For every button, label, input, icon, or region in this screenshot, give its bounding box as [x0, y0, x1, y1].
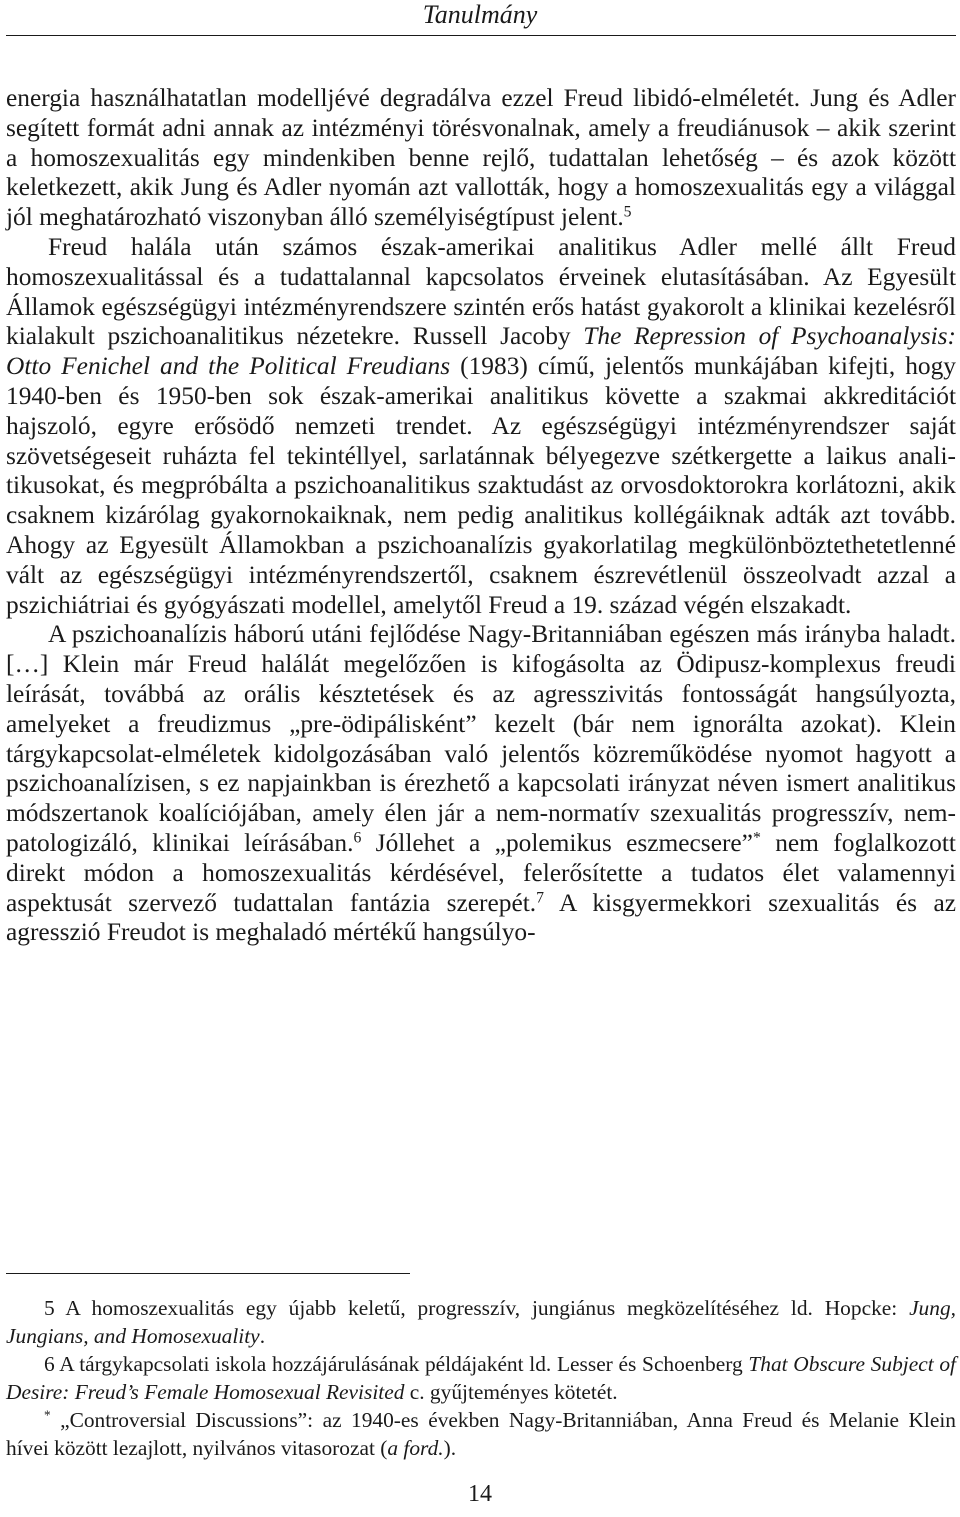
footnote-marker: 5	[44, 1296, 55, 1320]
footnote-text: „Controversial Discussions”: az 1940-es években Nagy-Britanniában, Anna Freud és Melanie Klein hívei között lezajlott, nyilvános vitasorozat (	[6, 1408, 956, 1460]
paragraph-text: (1983) című, jelentős munkájában kifejti, hogy 1940-ben és 1950-ben sok észak-amerikai analitikus követte a szakmai akkreditációt hajszoló, egyre erősödő nemzeti trendet. Az egészségügyi intézményrendszer saját szövetségeseit ruházta fel tekintéllyel, sarlatánnak bélyegezve szétkergette a laikus analitikusokat, és megpróbálta a pszichoanalitikus szaktudást az orvosdoktorokra korlátozni, akik csaknem kizárólag gyakornokaiknak, nem pedig analitikus kollégáiknak adták azt tovább. Ahogy az Egyesült Államokban a pszichoanalízis gyakorlatilag megkülönböztethetetlenné vált az egészségügyi intézményrendszertől, csaknem észrevétlenül összeolvadt azzal a pszichiátriai és gyógyászati modellel, amelytől Freud a 19. század végén elszakadt.	[6, 352, 956, 619]
paragraph-text: nem foglalkozott direkt módon a homoszexualitás kérdésével, felerősítette a tudatos élet valamennyi aspektusát szervező tudattalan fantázia szerepét.	[6, 828, 956, 917]
footnote-text: c. gyűjteményes kötetét.	[404, 1380, 618, 1404]
paragraph-text: A kisgyermekkori szexualitás és az agresszió Freudot is meghaladó mértékű hangsúlyo-	[6, 888, 956, 947]
footnotes	[6, 1294, 956, 1462]
paragraph-3	[6, 620, 956, 948]
footnote-ref-asterisk: *	[752, 829, 761, 847]
footnote-ref-6: 6	[353, 829, 362, 847]
book-title: The Repression of Psychoanalysis: Otto Fenichel and the Political Freudians	[6, 322, 956, 381]
article-body	[6, 84, 956, 948]
running-title: Tanulmány	[422, 0, 538, 29]
page-number: 14	[468, 1481, 492, 1507]
footnote-rule	[6, 1273, 410, 1274]
paragraph-text: Jóllehet a „polemikus eszmecsere”	[361, 828, 753, 857]
footnote-asterisk	[6, 1406, 956, 1462]
footnote-text: .	[259, 1324, 266, 1348]
footnote-italic: a ford.	[387, 1436, 444, 1460]
footnote-text: ).	[443, 1436, 457, 1460]
footnote-5	[6, 1294, 956, 1350]
paragraph-2	[6, 233, 956, 620]
footnote-italic: Jung, Jungians, and Homosexuality	[6, 1296, 956, 1348]
header-rule	[6, 35, 956, 36]
running-head	[0, 0, 960, 36]
paragraph-text: A pszichoanalízis háború utáni fejlődése Nagy-Britanniában egészen más irányba haladt. […] Klein már Freud halálát megelőzően is kifogásolta az Ödipusz-komplexus freudi leírását, továbbá az orális késztetések és az agresszivitás fontosságát hangsúlyozta, amelyeket a freudizmus „pre-ödipálisként” kezelt (bár nem ignorálta azokat). Klein tárgykapcsolat-elméletek kidolgozásában való jelentős közreműködése nyomot hagyott a pszichoanalízisen, s ez napjainkban is érezhető a kapcsolati irányzat néven ismert analitikus módszertanok koalíciójában, amely élen jár a nem-normatív szexualitás progresszív, nempatologizáló, klinikai leírásában.	[6, 620, 956, 857]
paragraph-text: Freud halála után számos észak-amerikai analitikus Adler mellé állt Freud homoszexualitással és a tudattalannal kapcsolatos érveinek elutasításában. Az Egyesült Államok egészségügyi intézményrendszere szintén erős hatást gyakorolt a klinikai kezelésről kialakult pszichoanalitikus nézetekre. Russell Jacoby	[6, 232, 956, 351]
footnote-text: A tárgykapcsolati iskola hozzájárulásának példájaként ld. Lesser és Schoenberg	[54, 1352, 749, 1376]
footnote-text: A homoszexualitás egy újabb keletű, progresszív, jungiánus megközelítéséhez ld. Hopcke:	[54, 1296, 910, 1320]
footnote-italic: That Obscure Subject of Desire: Freud’s Female Homosexual Revisited	[6, 1352, 956, 1404]
footnote-marker: *	[44, 1407, 51, 1423]
footnote-marker: 6	[44, 1352, 55, 1376]
footnote-ref-7: 7	[536, 888, 545, 906]
footnote-6	[6, 1350, 956, 1406]
paragraph-1	[6, 84, 956, 233]
paragraph-text: energia használhatatlan modelljévé degradálva ezzel Freud libidó-elméletét. Jung és Adler segített formát adni annak az intézményi törésvonalnak, amely a freudiánusok – akik szerint a homoszexualitás egy mindenkiben benne rejlő, tudattalan lehetőség – és azok között keletkezett, akik Jung és Adler nyomán azt vallották, hogy a homoszexualitás egy a világgal jól meghatározható viszonyban álló személyiségtípust jelent.	[6, 84, 956, 232]
footnote-ref-5: 5	[623, 203, 632, 221]
